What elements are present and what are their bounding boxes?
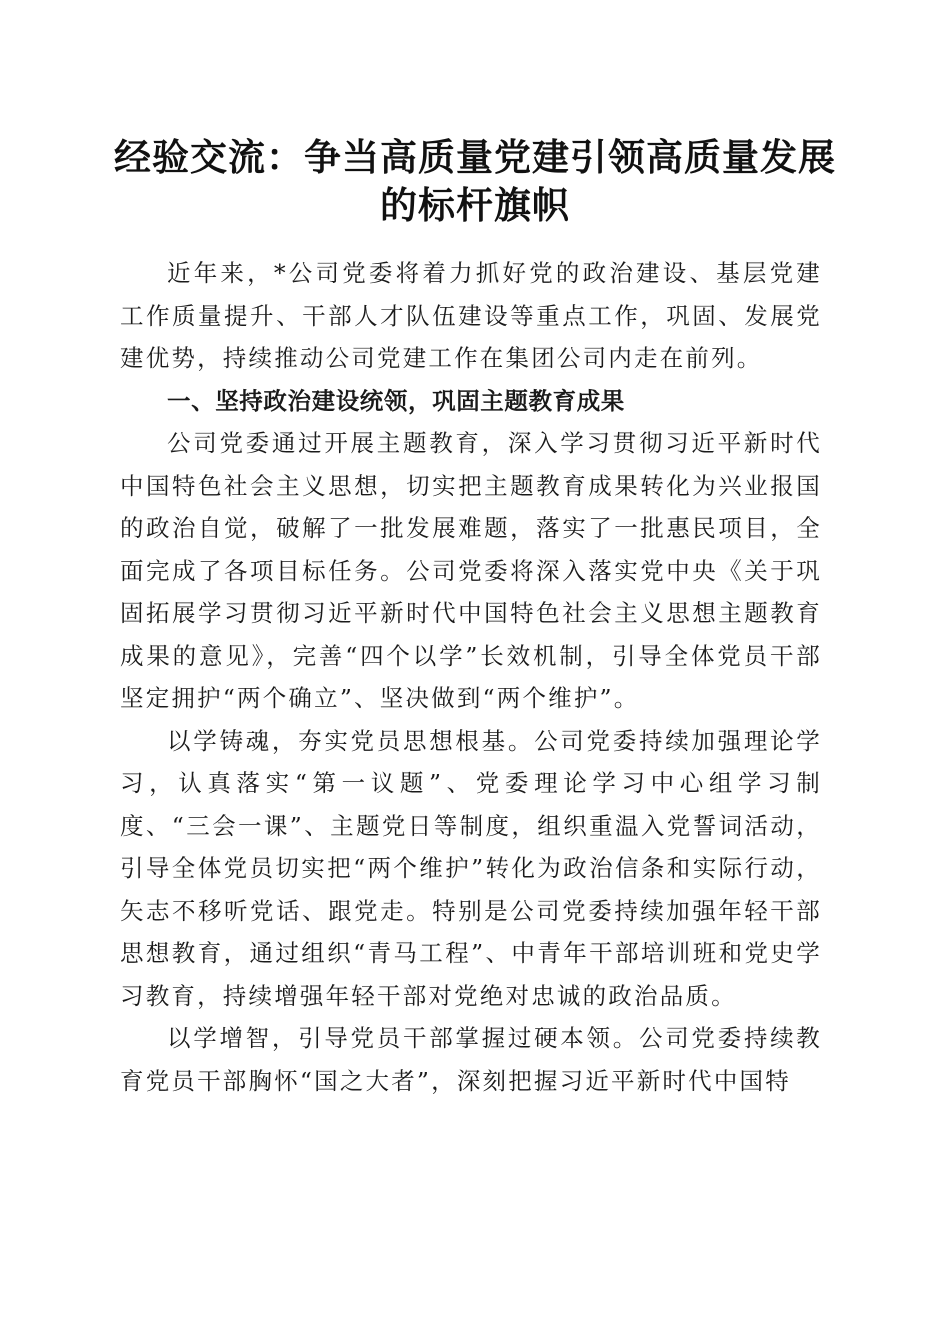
body-paragraph: 以学增智，引导党员干部掌握过硬本领。公司党委持续教育党员干部胸怀“国之大者”，深刻把握习近平新时代中国特 — [120, 1024, 822, 1095]
document-title: 经验交流：争当高质量党建引领高质量发展的标杆旗帜 — [114, 135, 836, 227]
intro-paragraph: 近年来，*公司党委将着力抓好党的政治建设、基层党建工作质量提升、干部人才队伍建设等重点工作，巩固、发展党建优势，持续推动公司党建工作在集团公司内走在前列。 — [120, 259, 822, 372]
section-heading-1: 一、坚持政治建设统领，巩固主题教育成果 — [167, 386, 625, 415]
body-paragraph: 公司党委通过开展主题教育，深入学习贯彻习近平新时代中国特色社会主义思想，切实把主题教育成果转化为兴业报国的政治自觉，破解了一批发展难题，落实了一批惠民项目，全面完成了各项目标任务。公司党委将深入落实党中央《关于巩固拓展学习贯彻习近平新时代中国特色社会主义思想主题教育成果的意见》，完善“四个以学”长效机制，引导全体党员干部坚定拥护“两个确立”、坚决做到“两个维护”。 — [120, 429, 822, 712]
body-paragraph: 以学铸魂，夯实党员思想根基。公司党委持续加强理论学习，认真落实“第一议题”、党委理论学习中心组学习制度、“三会一课”、主题党日等制度，组织重温入党誓词活动，引导全体党员切实把“两个维护”转化为政治信条和实际行动，矢志不移听党话、跟党走。特别是公司党委持续加强年轻干部思想教育，通过组织“青马工程”、中青年干部培训班和党史学习教育，持续增强年轻干部对党绝对忠诚的政治品质。 — [120, 726, 822, 1010]
document-body — [120, 252, 822, 1102]
